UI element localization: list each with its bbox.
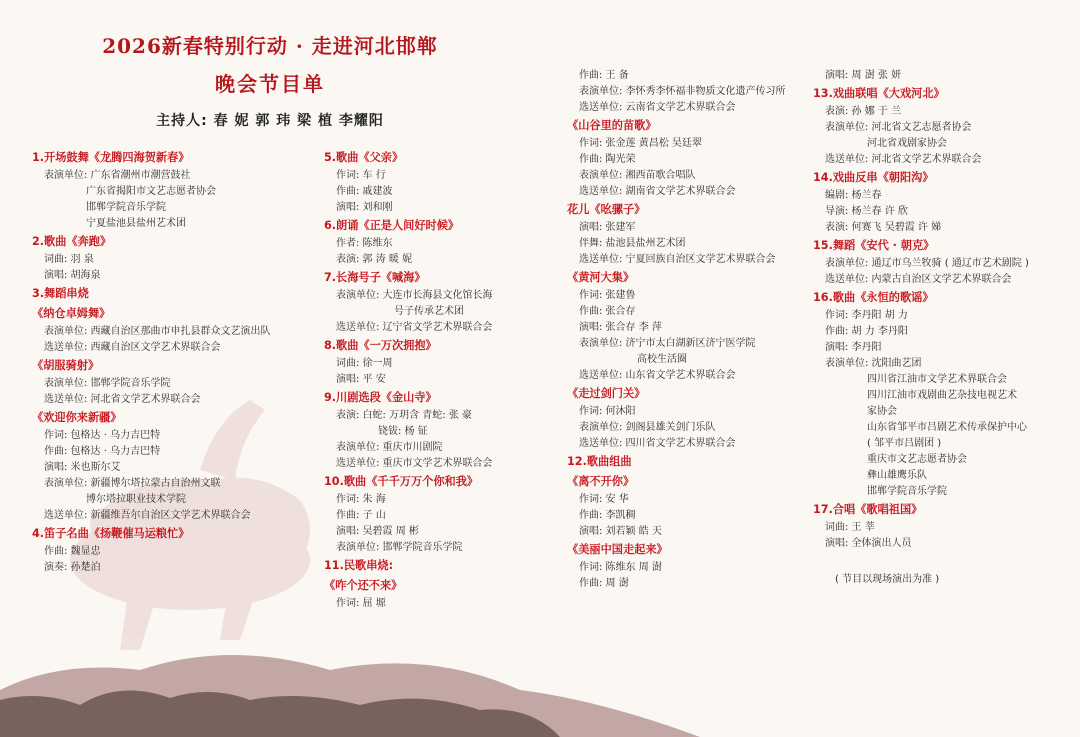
- credit-line: 作词: 车 行: [336, 170, 386, 181]
- program-heading: 9.川剧选段《金山寺》: [324, 391, 437, 404]
- credit-line: 演唱: 张建军: [579, 222, 636, 233]
- credit-line: 作词: 安 华: [579, 494, 629, 505]
- credit-line: ( 节目以现场演出为准 ): [835, 574, 940, 585]
- credit-line: 选送单位: 宁夏回族自治区文学艺术界联合会: [579, 254, 776, 265]
- credit-line: 词曲: 徐一周: [336, 358, 393, 369]
- credit-line: 表演单位: 通辽市乌兰牧骑 ( 通辽市艺术剧院 ): [825, 258, 1029, 269]
- credit-line: 演唱: 吴碧霞 周 彬: [336, 526, 419, 537]
- credit-line: 编剧: 杨兰春: [825, 190, 882, 201]
- credit-line: 表演单位: 沈阳曲艺团: [825, 358, 922, 369]
- credit-line: 作词: 张建鲁: [579, 290, 636, 301]
- credit-line: 表演: 何赛飞 吴碧霞 许 娣: [825, 222, 942, 233]
- credit-line: 选送单位: 山东省文学艺术界联合会: [579, 370, 736, 381]
- credit-line: 伴舞: 盐池县盐州艺术团: [579, 238, 686, 249]
- program-heading: 17.合唱《歌唱祖国》: [813, 503, 923, 516]
- credit-line: 表演单位: 剑阁县雄关剑门乐队: [579, 422, 716, 433]
- credit-line: 四川江油市戏剧曲艺杂技电视艺术: [867, 390, 1017, 401]
- program-heading: 11.民歌串烧:: [324, 559, 394, 572]
- credit-line: 表演单位: 大连市长海县文化馆长海: [336, 290, 493, 301]
- credit-line: 演唱: 周 澍 张 妍: [825, 70, 902, 81]
- credit-line: 作词: 张金莲 黄昌松 吴廷翠: [579, 138, 702, 149]
- credit-line: 邯郸学院音乐学院: [867, 486, 947, 497]
- credit-line: 表演单位: 河北省文艺志愿者协会: [825, 122, 972, 133]
- credit-line: 词曲: 羽 泉: [44, 254, 94, 265]
- program-heading: 4.笛子名曲《扬鞭催马运粮忙》: [32, 527, 190, 540]
- credit-line: 高校生活圈: [637, 354, 687, 365]
- credit-line: 选送单位: 河北省文学艺术界联合会: [825, 154, 982, 165]
- credit-line: 宁夏盐池县盐州艺术团: [86, 218, 186, 229]
- credit-line: 选送单位: 西藏自治区文学艺术界联合会: [44, 342, 221, 353]
- credit-line: 号子传承艺术团: [394, 306, 464, 317]
- piece-title: 《胡服骑射》: [32, 359, 100, 372]
- credit-line: 作曲: 李凯稠: [579, 510, 636, 521]
- credit-line: 选送单位: 四川省文学艺术界联合会: [579, 438, 736, 449]
- credit-line: 作曲: 魏显忠: [44, 546, 101, 557]
- piece-title: 《纳仓卓姆舞》: [32, 307, 111, 320]
- credit-line: 重庆市文艺志愿者协会: [867, 454, 967, 465]
- credit-line: 家协会: [867, 406, 897, 417]
- credit-line: 表演单位: 邯郸学院音乐学院: [336, 542, 463, 553]
- credit-line: 表演单位: 重庆市川剧院: [336, 442, 443, 453]
- program-column-1: [32, 148, 312, 576]
- credit-line: 演唱: 米也斯尔艾: [44, 462, 121, 473]
- hosts-line: 主持人: 春 妮 郭 玮 梁 植 李耀阳: [156, 113, 384, 129]
- program-heading: 3.舞蹈串烧: [32, 287, 89, 300]
- piece-title: 《咋个还不来》: [324, 579, 403, 592]
- credit-line: 表演单位: 广东省潮州市潮营鼓社: [44, 170, 191, 181]
- credit-line: 选送单位: 内蒙古自治区文学艺术界联合会: [825, 274, 1012, 285]
- credit-line: 表演: 孙 娜 于 兰: [825, 106, 902, 117]
- credit-line: 选送单位: 辽宁省文学艺术界联合会: [336, 322, 493, 333]
- credit-line: 选送单位: 湖南省文学艺术界联合会: [579, 186, 736, 197]
- piece-title: 《山谷里的苗歌》: [567, 119, 657, 132]
- credit-line: 作曲: 张合存: [579, 306, 636, 317]
- credit-line: 选送单位: 河北省文学艺术界联合会: [44, 394, 201, 405]
- credit-line: 四川省江油市文学艺术界联合会: [867, 374, 1007, 385]
- program-heading: 2.歌曲《奔跑》: [32, 235, 112, 248]
- page-subtitle: 晚会节目单: [215, 72, 325, 96]
- credit-line: 演唱: 全体演出人员: [825, 538, 912, 549]
- credit-line: 作词: 李丹阳 胡 力: [825, 310, 908, 321]
- credit-line: 演唱: 平 安: [336, 374, 386, 385]
- credit-line: 博尔塔拉职业技术学院: [86, 494, 186, 505]
- credit-line: 演唱: 刘和刚: [336, 202, 393, 213]
- credit-line: 作曲: 王 备: [579, 70, 629, 81]
- program-heading: 5.歌曲《父亲》: [324, 151, 404, 164]
- credit-line: 演唱: 胡海泉: [44, 270, 101, 281]
- credit-line: 作曲: 陶光荣: [579, 154, 636, 165]
- credit-line: 山东省邹平市吕剧艺术传承保护中心: [867, 422, 1027, 433]
- credit-line: 作曲: 包格达 · 乌力吉巴特: [44, 446, 161, 457]
- credit-line: 作者: 陈维东: [336, 238, 393, 249]
- piece-title: 《走过剑门关》: [567, 387, 646, 400]
- credit-line: 作词: 何沐阳: [579, 406, 636, 417]
- credit-line: 演唱: 刘若颖 皓 天: [579, 526, 662, 537]
- program-heading: 13.戏曲联唱《大戏河北》: [813, 87, 945, 100]
- credit-line: 作词: 屈 塬: [336, 598, 386, 609]
- page-title: 2026新春特别行动 · 走进河北邯郸: [102, 34, 438, 58]
- credit-line: 表演: 白蛇: 万玥含 青蛇: 张 豪: [336, 410, 473, 421]
- credit-line: 河北省戏剧家协会: [867, 138, 947, 149]
- credit-line: ( 邹平市吕剧团 ): [867, 438, 942, 449]
- piece-title: 《美丽中国走起来》: [567, 543, 668, 556]
- credit-line: 表演单位: 湘西苗歌合唱队: [579, 170, 696, 181]
- credit-line: 选送单位: 重庆市文学艺术界联合会: [336, 458, 493, 469]
- credit-line: 作词: 朱 海: [336, 494, 386, 505]
- credit-line: 演唱: 李丹阳: [825, 342, 882, 353]
- program-heading: 14.戏曲反串《朝阳沟》: [813, 171, 934, 184]
- credit-line: 作曲: 周 澍: [579, 578, 629, 589]
- program-heading: 15.舞蹈《安代 · 朝克》: [813, 239, 935, 252]
- credit-line: 表演单位: 李怀秀李怀福非物质文化遗产传习所: [579, 86, 786, 97]
- program-heading: 7.长海号子《喊海》: [324, 271, 426, 284]
- credit-line: 演奏: 孙楚泊: [44, 562, 101, 573]
- credit-line: 导演: 杨兰春 许 欣: [825, 206, 908, 217]
- credit-line: 铙钹: 杨 钲: [378, 426, 428, 437]
- program-column-3: [567, 68, 817, 592]
- credit-line: 作词: 包格达 · 乌力吉巴特: [44, 430, 161, 441]
- piece-title: 花儿《吆骡子》: [567, 203, 646, 216]
- program-heading: 1.开场鼓舞《龙腾四海贺新春》: [32, 151, 190, 164]
- program-column-4: [813, 68, 1073, 588]
- credit-line: 演唱: 张合存 李 萍: [579, 322, 662, 333]
- spacer: [813, 556, 1073, 572]
- credit-line: 表演单位: 西藏自治区那曲市申扎县群众文艺演出队: [44, 326, 271, 337]
- credit-line: 作曲: 子 山: [336, 510, 386, 521]
- piece-title: 《离不开你》: [567, 475, 635, 488]
- piece-title: 《欢迎你来新疆》: [32, 411, 122, 424]
- credit-line: 邯郸学院音乐学院: [86, 202, 166, 213]
- program-heading: 16.歌曲《永恒的歌谣》: [813, 291, 934, 304]
- program-column-2: [324, 148, 564, 612]
- program-heading: 8.歌曲《一万次拥抱》: [324, 339, 437, 352]
- credit-line: 表演: 郭 涛 暖 妮: [336, 254, 413, 265]
- credit-line: 词曲: 王 莘: [825, 522, 875, 533]
- program-heading: 10.歌曲《千千万万个你和我》: [324, 475, 479, 488]
- credit-line: 表演单位: 济宁市太白湖新区济宁医学院: [579, 338, 756, 349]
- credit-line: 作词: 陈维东 周 澍: [579, 562, 662, 573]
- credit-line: 作曲: 戚建波: [336, 186, 393, 197]
- credit-line: 选送单位: 云南省文学艺术界联合会: [579, 102, 736, 113]
- credit-line: 彝山雄鹰乐队: [867, 470, 927, 481]
- credit-line: 表演单位: 邯郸学院音乐学院: [44, 378, 171, 389]
- piece-title: 《黄河大集》: [567, 271, 635, 284]
- program-heading: 12.歌曲组曲: [567, 455, 632, 468]
- program-heading: 6.朗诵《正是人间好时候》: [324, 219, 460, 232]
- credit-line: 选送单位: 新疆维吾尔自治区文学艺术界联合会: [44, 510, 251, 521]
- credit-line: 作曲: 胡 力 李丹阳: [825, 326, 908, 337]
- credit-line: 广东省揭阳市文艺志愿者协会: [86, 186, 216, 197]
- credit-line: 表演单位: 新疆博尔塔拉蒙古自治州文联: [44, 478, 221, 489]
